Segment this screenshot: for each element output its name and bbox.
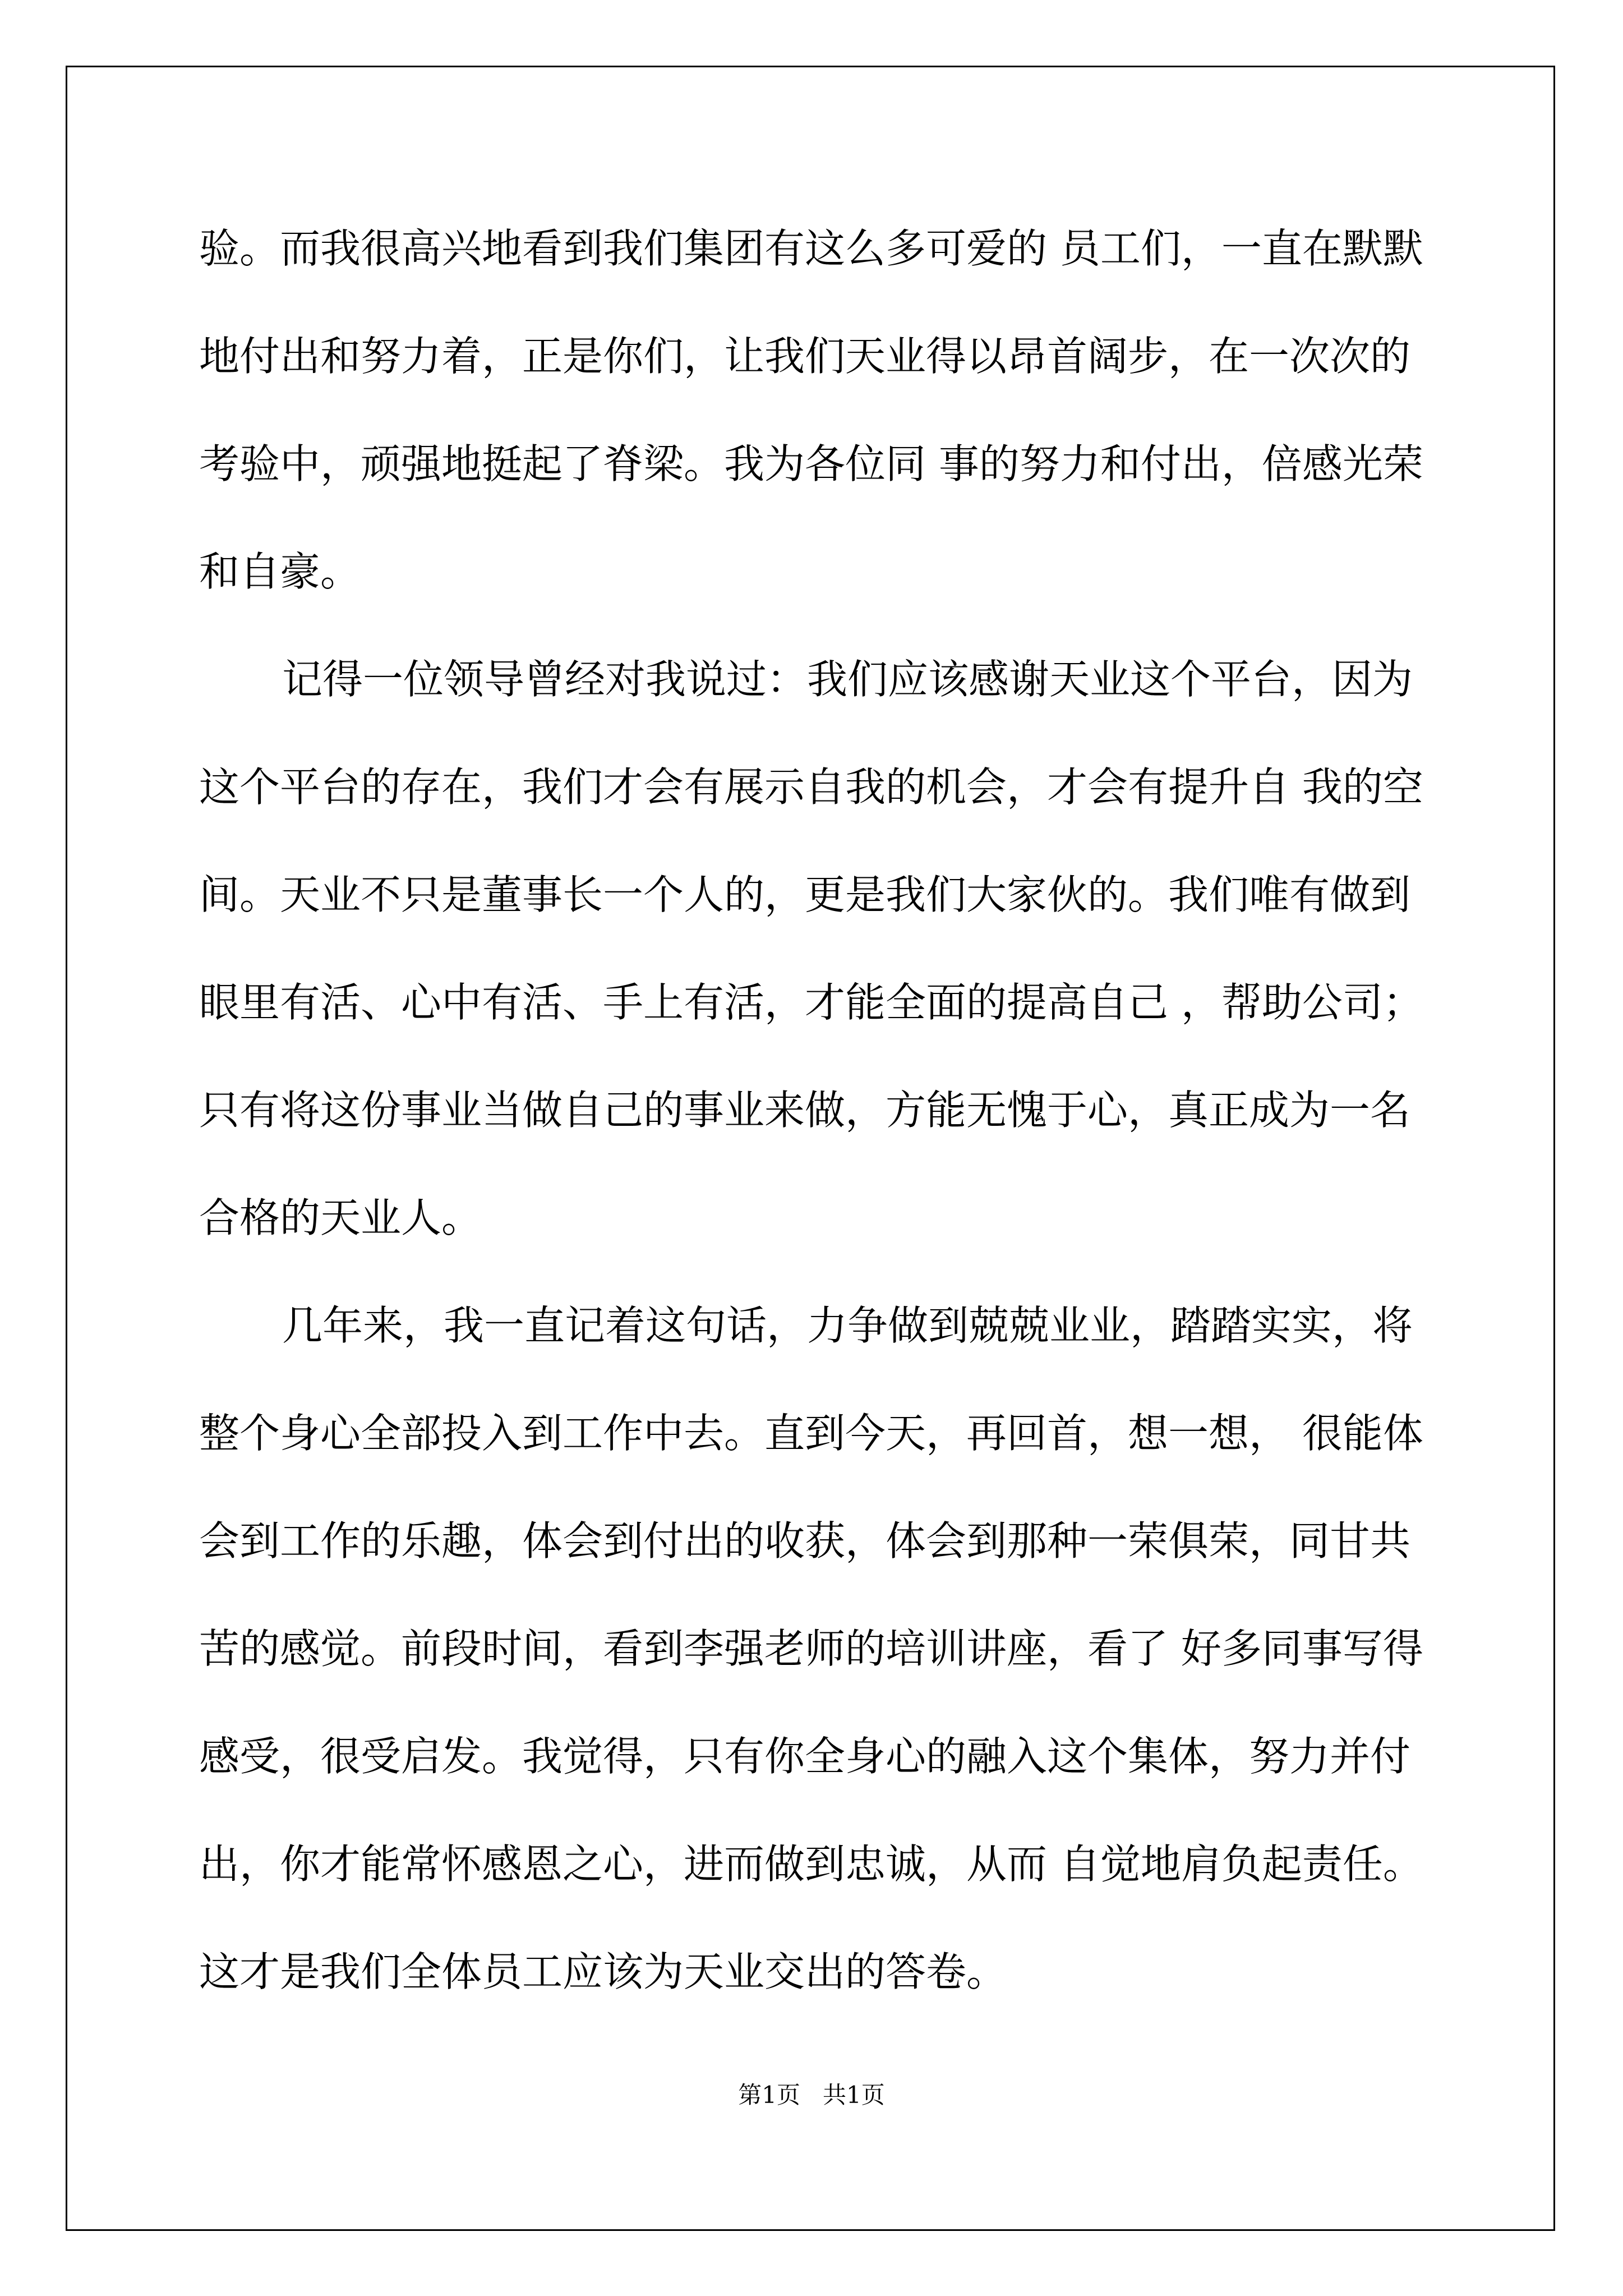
- text-line: 验。而我很高兴地看到我们集团有这么多可爱的 员工们，一直在默默: [199, 225, 1423, 272]
- paragraph-start-line: 记得一位领导曾经对我说过：我们应该感谢天业这个平台，因为: [282, 656, 1413, 703]
- text-line: 只有将这份事业当做自己的事业来做，方能无愧于心，真正成为一名: [199, 1087, 1411, 1134]
- text-line: 会到工作的乐趣，体会到付出的收获，体会到那种一荣俱荣，同甘共: [199, 1517, 1411, 1565]
- text-line: 感受，很受启发。我觉得，只有你全身心的融入这个集体，努力并付: [199, 1733, 1411, 1780]
- text-line: 考验中，顽强地挺起了脊梁。我为各位同 事的努力和付出，倍感光荣: [199, 440, 1423, 487]
- text-line: 地付出和努力着，正是你们，让我们天业得以昂首阔步，在一次次的: [199, 333, 1411, 380]
- text-line: 苦的感觉。前段时间，看到李强老师的培训讲座，看了 好多同事写得: [199, 1625, 1423, 1672]
- text-line: 合格的天业人。: [199, 1194, 482, 1241]
- text-line: 间。天业不只是董事长一个人的，更是我们大家伙的。我们唯有做到: [199, 871, 1411, 918]
- text-line: 整个身心全部投入到工作中去。直到今天，再回首，想一想， 很能体: [199, 1410, 1423, 1457]
- text-line: 这个平台的存在，我们才会有展示自我的机会，才会有提升自 我的空: [199, 763, 1423, 811]
- text-line: 这才是我们全体员工应该为天业交出的答卷。: [199, 1948, 1007, 1995]
- text-line: 和自豪。: [199, 548, 361, 595]
- text-line: 出，你才能常怀感恩之心，进而做到忠诚，从而 自觉地肩负起责任。: [199, 1841, 1423, 1888]
- text-line: 眼里有活、心中有活、手上有活，才能全面的提高自己 ，帮助公司；: [199, 979, 1423, 1026]
- document-body: [199, 215, 1455, 2046]
- page-number-footer: 第1页 共1页: [738, 2081, 885, 2109]
- paragraph-start-line: 几年来，我一直记着这句话，力争做到兢兢业业，踏踏实实，将: [282, 1302, 1413, 1349]
